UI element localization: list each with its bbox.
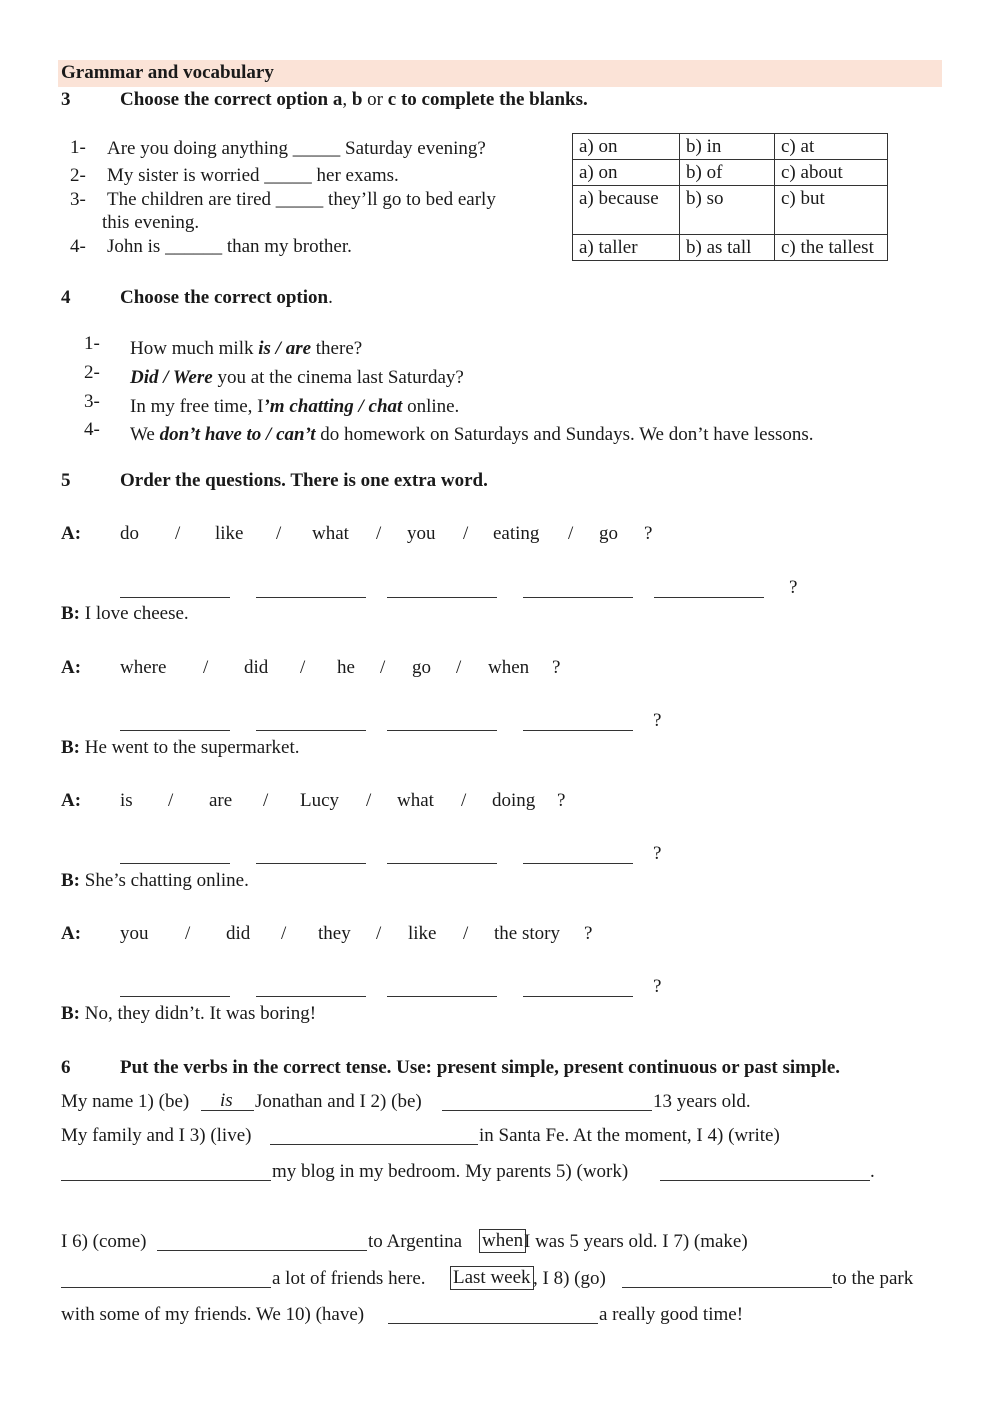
answer-blank[interactable] [157,1250,367,1251]
ex4-item-num: 1- [84,333,100,354]
word-separator: / [276,523,282,544]
answer-blank[interactable] [120,996,230,997]
option-b: b) so [680,186,775,235]
ex6-text: to the park [832,1268,914,1289]
ex4-item-num: 2- [84,362,100,383]
scrambled-word: is [120,790,133,811]
scrambled-word: do [120,523,139,544]
speaker-b-line: B: I love cheese. [61,603,189,624]
speaker-a-label: A: [61,657,82,678]
answer-blank[interactable] [387,863,497,864]
word-separator: / [185,923,191,944]
options-row [573,186,888,235]
answer-blank[interactable] [270,1144,478,1145]
ex6-text: I 6) (come) [61,1231,147,1252]
answer-blank[interactable] [387,730,497,731]
option-a: a) on [573,160,680,186]
option-b: b) of [680,160,775,186]
word-separator: / [203,657,209,678]
ex6-text: . [870,1161,875,1182]
scrambled-word: go [412,657,431,678]
options-row [573,160,888,186]
scrambled-word: you [407,523,436,544]
answer-blank[interactable] [523,863,633,864]
scrambled-word: they [318,923,351,944]
keyword-box: when [479,1229,526,1253]
question-mark: ? [653,710,662,731]
ex6-text: 13 years old. [653,1091,751,1112]
ex3-item-num: 4- [70,236,86,257]
answer-blank[interactable] [256,730,366,731]
scrambled-word: did [244,657,269,678]
option-c: c) but [775,186,888,235]
ex3-item-num: 1- [70,137,86,158]
word-separator: / [463,923,469,944]
keyword-box: Last week [450,1266,534,1290]
ex3-item-text-cont: this evening. [102,212,200,233]
word-separator: / [366,790,372,811]
ex6-text: My family and I 3) (live) [61,1125,252,1146]
scrambled-word: like [215,523,244,544]
word-separator: / [461,790,467,811]
ex4-item-text: In my free time, I’m chatting / chat online. [130,396,460,417]
speaker-a-label: A: [61,790,82,811]
ex6-instruction: Put the verbs in the correct tense. Use: present simple, present continuous or past simple. [120,1057,841,1078]
ex4-item-text: Did / Were you at the cinema last Saturday? [130,367,464,388]
answer-blank[interactable] [442,1110,652,1111]
answer-blank[interactable] [256,996,366,997]
word-separator: / [568,523,574,544]
word-separator: / [263,790,269,811]
options-row [573,235,888,261]
ex3-item-num: 2- [70,165,86,186]
answer-blank[interactable] [61,1287,271,1288]
ex3-item-text: John is ______ than my brother. [107,236,352,257]
answer-blank[interactable] [523,996,633,997]
ex3-item-text: Are you doing anything _____ Saturday evening? [107,138,486,159]
ex4-instruction: Choose the correct option. [120,287,333,308]
ex4-item-text: We don’t have to / can’t do homework on Saturdays and Sundays. We don’t have lessons. [130,424,814,445]
question-mark: ? [584,923,593,944]
word-separator: / [168,790,174,811]
question-mark: ? [557,790,566,811]
section-title: Grammar and vocabulary [61,62,274,83]
word-separator: / [463,523,469,544]
ex6-text: with some of my friends. We 10) (have) [61,1304,365,1325]
ex6-text: , I 8) (go) [533,1268,606,1289]
word-separator: / [456,657,462,678]
scrambled-word: Lucy [300,790,340,811]
ex3-item-text: My sister is worried _____ her exams. [107,165,399,186]
answer-blank[interactable] [387,996,497,997]
scrambled-word: go [599,523,618,544]
question-mark: ? [552,657,561,678]
option-b: b) as tall [680,235,775,261]
ex6-text: a lot of friends here. [272,1268,426,1289]
option-c: c) at [775,134,888,160]
scrambled-word: when [488,657,530,678]
ex6-text: a really good time! [599,1304,744,1325]
answer-blank[interactable] [523,730,633,731]
option-c: c) about [775,160,888,186]
ex6-text: My name 1) (be) [61,1091,190,1112]
ex5-number: 5 [61,470,71,491]
option-a: a) taller [573,235,680,261]
ex4-item-num: 3- [84,391,100,412]
answer-blank[interactable] [120,597,230,598]
answer-blank[interactable] [523,597,633,598]
word-separator: / [300,657,306,678]
scrambled-word: did [226,923,251,944]
answer-blank[interactable] [654,597,764,598]
speaker-b-line: B: He went to the supermarket. [61,737,300,758]
scrambled-word: like [408,923,437,944]
question-mark: ? [653,976,662,997]
answer-blank[interactable] [660,1180,870,1181]
scrambled-word: where [120,657,167,678]
ex6-text: in Santa Fe. At the moment, I 4) (write) [479,1125,780,1146]
answer-blank[interactable] [622,1287,832,1288]
answer-blank[interactable] [61,1180,271,1181]
question-mark: ? [653,843,662,864]
scrambled-word: he [337,657,355,678]
option-a: a) because [573,186,680,235]
scrambled-word: what [312,523,349,544]
answer-blank[interactable] [256,597,366,598]
ex4-number: 4 [61,287,71,308]
ex3-instruction: Choose the correct option a, b or c to complete the blanks. [120,89,588,110]
speaker-a-label: A: [61,523,82,544]
word-separator: / [380,657,386,678]
scrambled-word: are [209,790,233,811]
speaker-a-label: A: [61,923,82,944]
option-c: c) the tallest [775,235,888,261]
answer-blank[interactable] [387,597,497,598]
ex5-instruction: Order the questions. There is one extra word. [120,470,488,491]
options-row [573,134,888,160]
question-mark: ? [789,577,798,598]
answer-blank[interactable] [120,730,230,731]
answer-blank[interactable] [256,863,366,864]
scrambled-word: the story [494,923,560,944]
ex4-item-text: How much milk is / are there? [130,338,363,359]
speaker-b-line: B: No, they didn’t. It was boring! [61,1003,317,1024]
scrambled-word: doing [492,790,536,811]
scrambled-word: eating [493,523,540,544]
word-separator: / [175,523,181,544]
ex4-item-num: 4- [84,419,100,440]
ex6-text: to Argentina [368,1231,463,1252]
answer-blank[interactable] [388,1323,598,1324]
option-a: a) on [573,134,680,160]
ex3-options-table [572,133,888,261]
word-separator: / [376,923,382,944]
ex6-text: my blog in my bedroom. My parents 5) (work) [272,1161,629,1182]
question-mark: ? [644,523,653,544]
example-answer: is [220,1090,233,1111]
ex3-item-num: 3- [70,189,86,210]
answer-blank[interactable] [120,863,230,864]
ex6-number: 6 [61,1057,71,1078]
ex6-text: I was 5 years old. I 7) (make) [524,1231,748,1252]
option-b: b) in [680,134,775,160]
ex6-text: Jonathan and I 2) (be) [255,1091,422,1112]
scrambled-word: what [397,790,434,811]
speaker-b-line: B: She’s chatting online. [61,870,249,891]
word-separator: / [376,523,382,544]
ex3-number: 3 [61,89,71,110]
word-separator: / [281,923,287,944]
scrambled-word: you [120,923,149,944]
ex3-item-text: The children are tired _____ they’ll go to bed early [107,189,496,210]
